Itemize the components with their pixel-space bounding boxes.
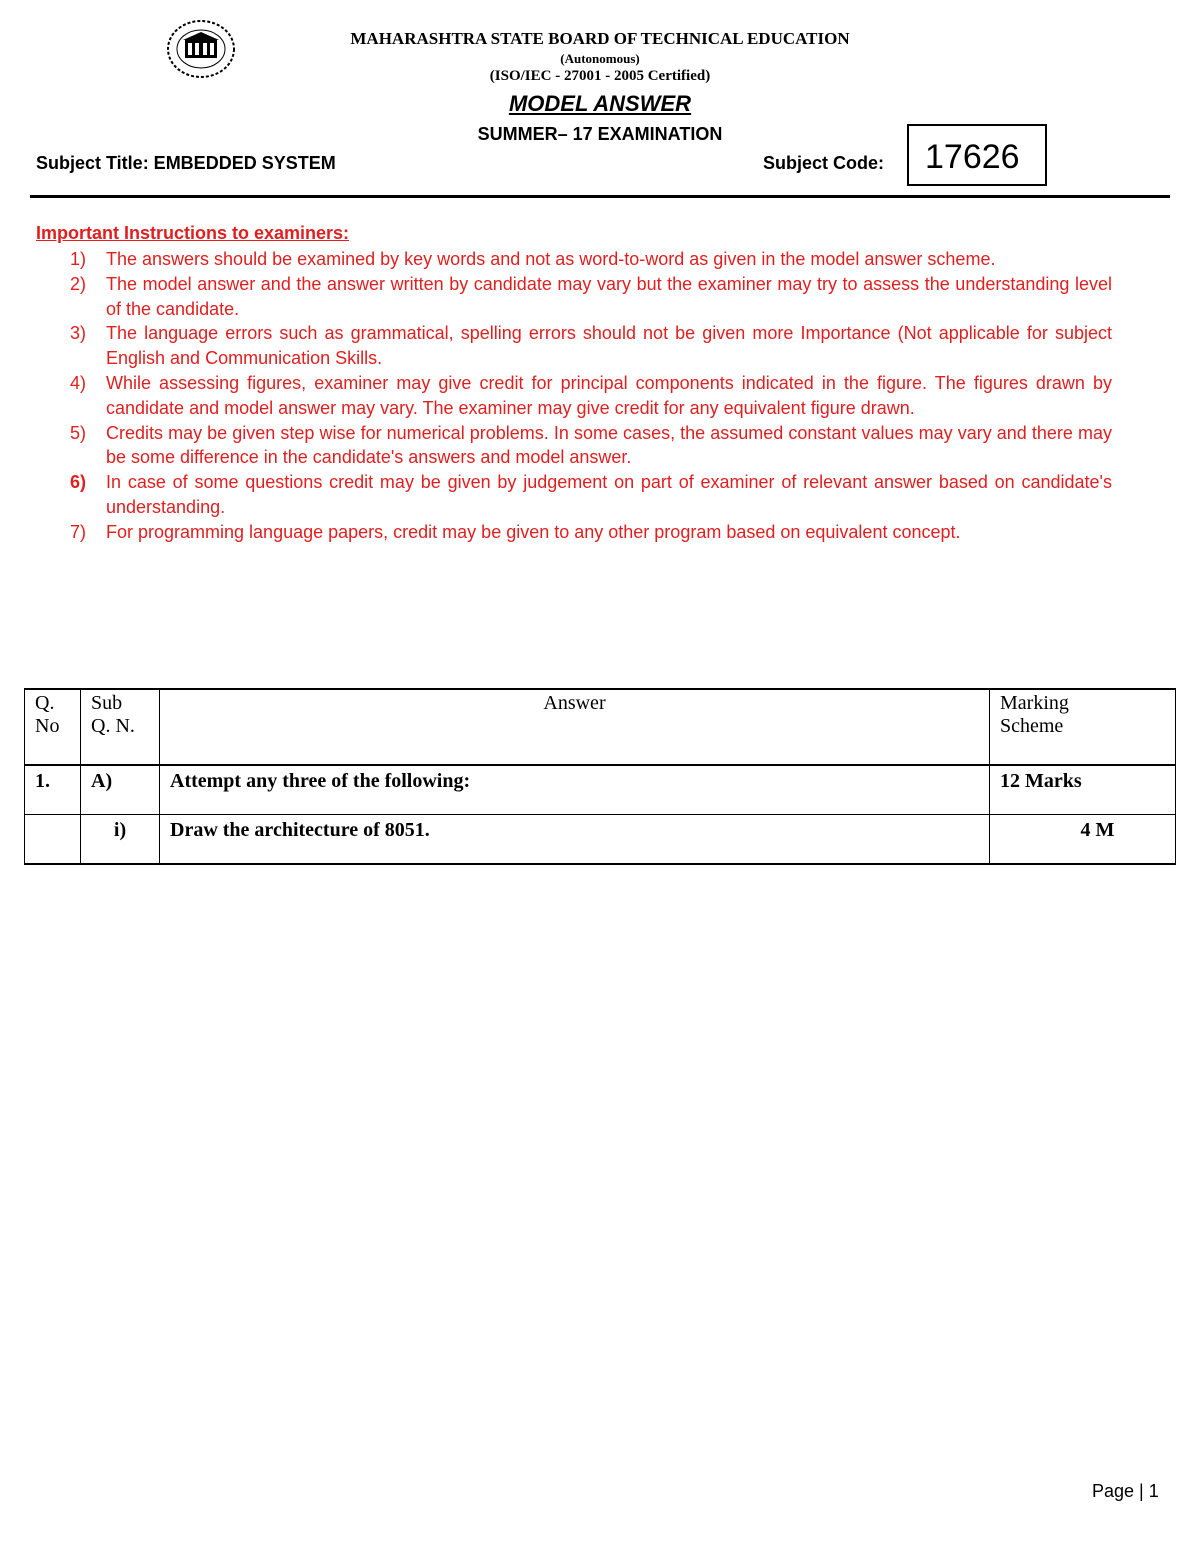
instruction-text: The language errors such as grammatical, spelling errors should not be given more Importance (Not applicable for subject English and Communication Skills. (106, 323, 1112, 369)
instruction-item (36, 421, 1112, 471)
row-answer: Draw the architecture of 8051. (160, 815, 990, 865)
row-sub-qn: i) (81, 815, 160, 865)
instruction-text: The answers should be examined by key words and not as word-to-word as given in the model answer scheme. (106, 249, 996, 269)
subject-code-box: 17626 (907, 124, 1047, 186)
page-number: Page | 1 (1092, 1481, 1159, 1501)
instruction-text: For programming language papers, credit may be given to any other program based on equivalent concept. (106, 521, 961, 542)
instruction-text: The model answer and the answer written by candidate may vary but the examiner may try to assess the understanding level of the candidate. (106, 273, 1112, 319)
model-answer-title: MODEL ANSWER (508, 91, 692, 116)
instruction-text: In case of some questions credit may be given by judgement on part of examiner of relevant answer based on candidate's understanding. (106, 472, 1112, 517)
instruction-number: 4) (70, 372, 87, 393)
instruction-item (36, 371, 1112, 421)
instruction-text: While assessing figures, examiner may give credit for principal components indicated in the figure. The figures drawn by candidate and model answer may vary. The examiner may give credit for any equivalent figure drawn. (106, 372, 1112, 418)
header-sub-qn: Sub Q. N. (81, 689, 160, 765)
instruction-number: 3) (70, 323, 87, 344)
header-q-no: Q. No (25, 689, 81, 765)
question-table (24, 688, 1176, 865)
instruction-number: 6) (70, 472, 87, 493)
instruction-number: 1) (70, 249, 87, 269)
instruction-item (36, 520, 1112, 545)
iso-certification: (ISO/IEC - 27001 - 2005 Certified) (489, 68, 711, 84)
instruction-number: 2) (70, 273, 87, 294)
instruction-text: Credits may be given step wise for numerical problems. In some cases, the assumed constant values may vary and there may be some difference in the candidate's answers and model answer. (106, 422, 1112, 468)
header-marking-scheme: Marking Scheme (990, 689, 1176, 765)
instructions-heading: Important Instructions to examiners: (36, 223, 350, 243)
row-q-no (25, 815, 81, 865)
subject-code-label: Subject Code: (763, 153, 885, 173)
board-name: MAHARASHTRA STATE BOARD OF TECHNICAL EDUCATION (350, 29, 850, 48)
instruction-item (36, 321, 1112, 371)
header-answer: Answer (160, 689, 990, 765)
instruction-number: 5) (70, 422, 87, 443)
row-sub-qn: A) (81, 765, 160, 815)
table-header-row (25, 689, 1176, 765)
row-marks: 4 M (990, 815, 1176, 865)
row-answer: Attempt any three of the following: (160, 765, 990, 815)
instruction-item (36, 247, 1112, 272)
instructions-list (36, 247, 1112, 545)
table-row (25, 765, 1176, 815)
row-q-no: 1. (25, 765, 81, 815)
instruction-item (36, 272, 1112, 322)
table-row (25, 815, 1176, 865)
header-divider (30, 195, 1170, 198)
subject-title: Subject Title: EMBEDDED SYSTEM (36, 153, 336, 173)
autonomous-label: (Autonomous) (560, 51, 640, 66)
row-marks: 12 Marks (990, 765, 1176, 815)
exam-session: SUMMER– 17 EXAMINATION (477, 124, 723, 144)
instruction-item (36, 470, 1112, 520)
instruction-number: 7) (70, 521, 87, 542)
